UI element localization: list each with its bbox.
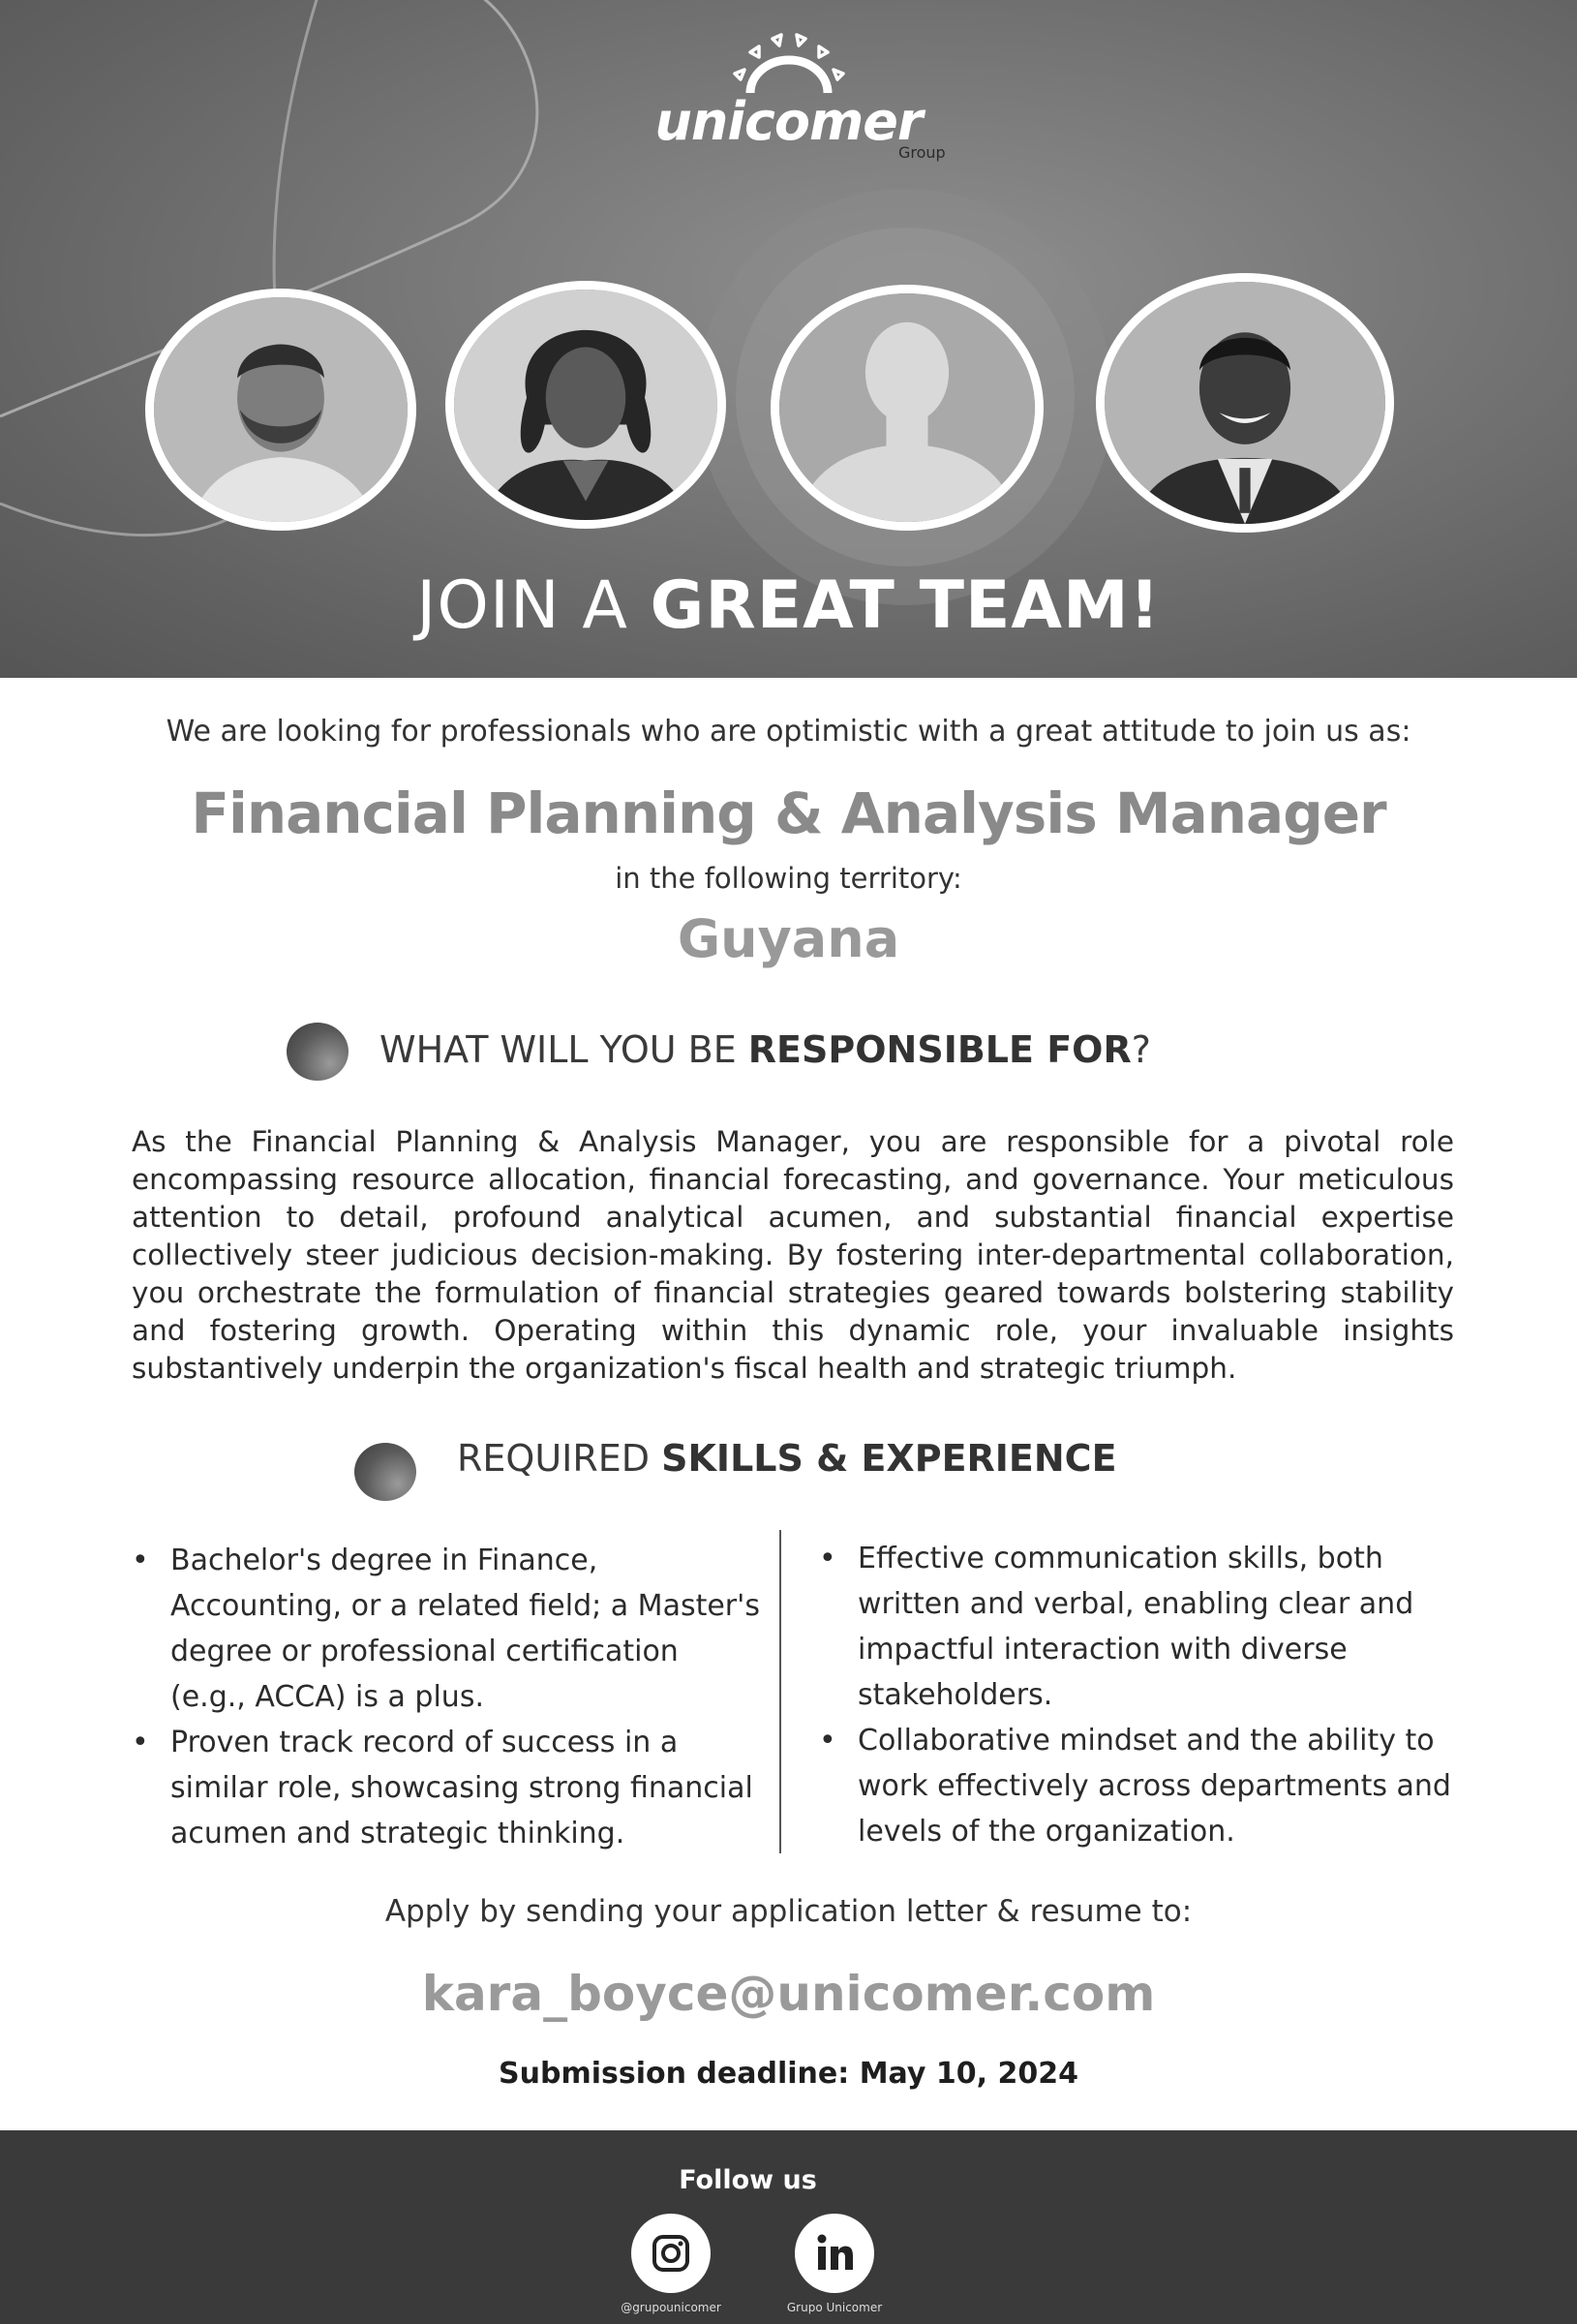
- skills-right-column: [819, 1536, 1458, 1854]
- apply-instructions: Apply by sending your application letter & resume to:: [384, 1894, 1193, 1929]
- skill-item: • Effective communication skills, both written and verbal, enabling clear and impactful interaction with diverse stakeholders.: [819, 1536, 1458, 1718]
- column-divider: [779, 1530, 781, 1853]
- instagram-icon[interactable]: [631, 2214, 711, 2293]
- skills-heading-bold: SKILLS & EXPERIENCE: [661, 1437, 1117, 1480]
- job-title: Financial Planning & Analysis Manager: [191, 780, 1386, 846]
- man-smiling-photo: [1096, 273, 1394, 533]
- brand-subtitle: Group: [898, 143, 946, 162]
- headline: [0, 567, 1577, 645]
- unicomer-logo: [0, 23, 1577, 151]
- skill-item: • Bachelor's degree in Finance, Accounting, or a related field; a Master's degree or professional certification (e.g., ACCA) is a plus.: [132, 1538, 761, 1720]
- skills-heading: [457, 1437, 1117, 1480]
- contact-email-link[interactable]: kara_boyce@unicomer.com: [421, 1966, 1156, 2022]
- submission-deadline: Submission deadline: May 10, 2024: [499, 2057, 1078, 2091]
- footer: [0, 2130, 1577, 2324]
- instagram-handle[interactable]: @grupounicomer: [621, 2301, 721, 2314]
- linkedin-handle[interactable]: Grupo Unicomer: [786, 2301, 883, 2314]
- headline-bold: GREAT TEAM!: [650, 567, 1161, 644]
- intro-text: We are looking for professionals who are optimistic with a great attitude to join us as:: [166, 715, 1411, 749]
- territory: Guyana: [677, 908, 900, 969]
- section-bullet-icon: [287, 1023, 349, 1081]
- skill-item: • Proven track record of success in a similar role, showcasing strong financial acumen and strategic thinking.: [132, 1720, 761, 1856]
- follow-us-label: Follow us: [679, 2165, 817, 2195]
- responsibilities-heading-bold: RESPONSIBLE FOR: [747, 1028, 1132, 1071]
- section-bullet-icon: [354, 1443, 416, 1501]
- header-banner: [0, 0, 1577, 678]
- headline-light: JOIN A: [416, 567, 651, 644]
- woman-photo: [445, 281, 726, 529]
- linkedin-icon[interactable]: [795, 2214, 874, 2293]
- skills-left-column: [132, 1538, 761, 1856]
- responsibilities-paragraph: As the Financial Planning & Analysis Manager, you are responsible for a pivotal role encompassing resource allocation, financial forecasting, and governance. Your meticulous attention to detail, profound analytical acumen, and substantial financial expertise collectively steer judicious decision-making. By fostering inter-departmental collaboration, you orchestrate the formulation of financial strategies geared towards bolstering stability and fostering growth. Operating within this dynamic role, your invaluable insights substantively underpin the organization's fiscal health and strategic triumph.: [132, 1125, 1454, 1385]
- skill-item: • Collaborative mindset and the ability to work effectively across departments and levels of the organization.: [819, 1718, 1458, 1854]
- brand-name: unicomer: [654, 91, 923, 152]
- responsibilities-heading-end: ?: [1131, 1028, 1151, 1071]
- placeholder-silhouette: [771, 285, 1044, 531]
- sun-logo-icon: [721, 23, 857, 99]
- responsibilities-heading-light: WHAT WILL YOU BE: [379, 1028, 748, 1071]
- skills-heading-light: REQUIRED: [457, 1437, 662, 1480]
- man-beard-photo: [145, 289, 416, 531]
- territory-label: in the following territory:: [615, 862, 962, 895]
- responsibilities-heading: [379, 1028, 1151, 1071]
